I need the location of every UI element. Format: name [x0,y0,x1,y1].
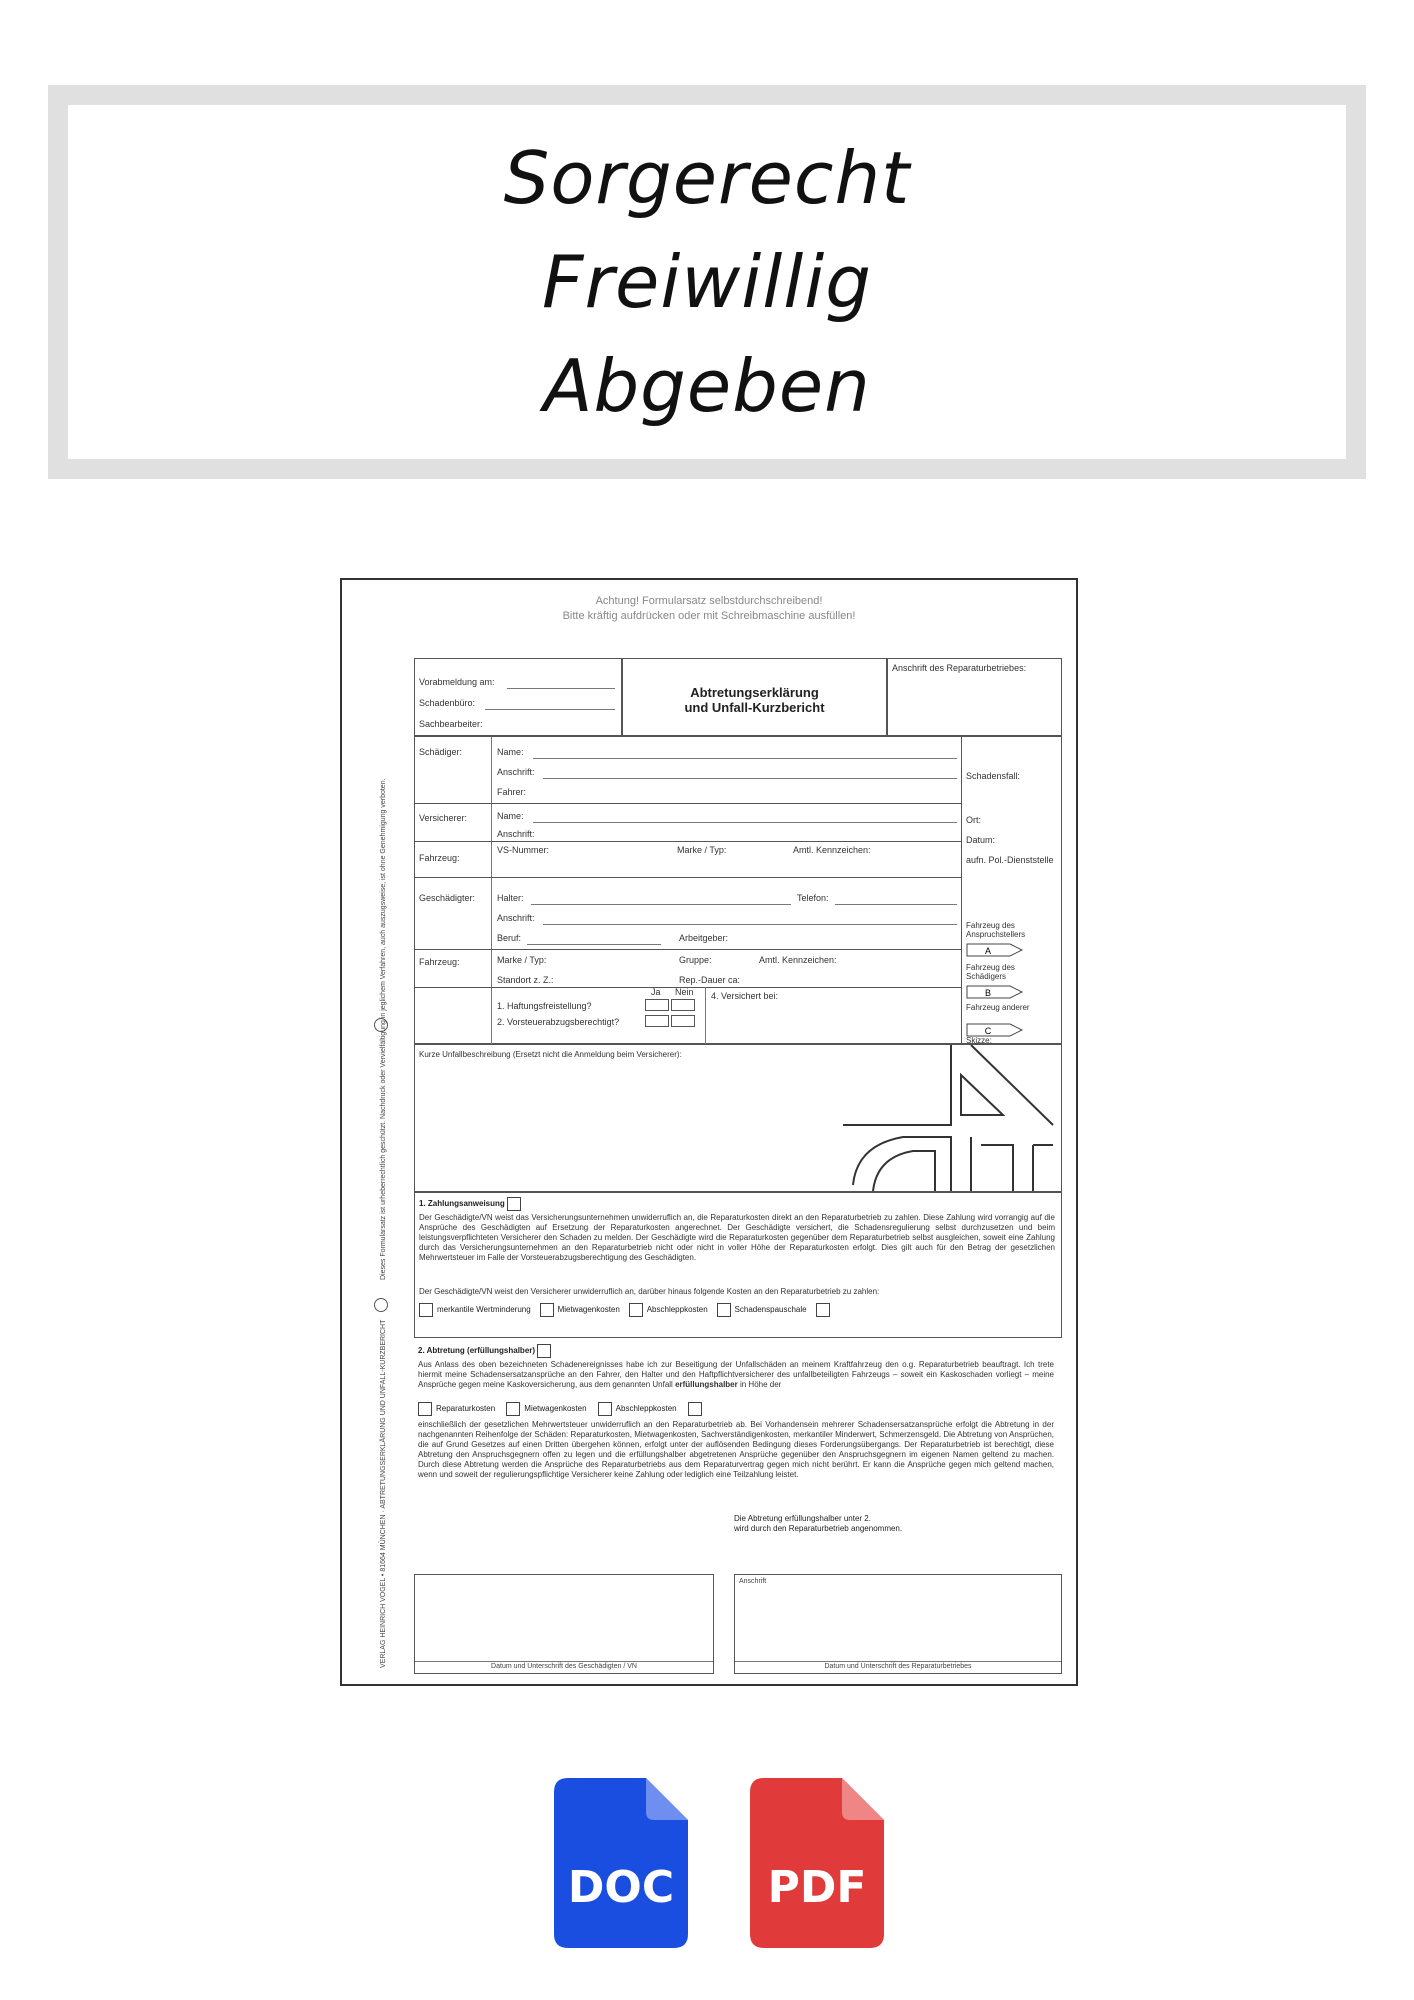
fahrzeug2-rep-dauer: Rep.-Dauer ca: [679,975,741,985]
check-mietwagen-2-label: Mietwagenkosten [524,1404,587,1414]
field-schadenbuero: Schadenbüro: [419,698,476,708]
section-1-title [419,1197,525,1211]
schaediger-fahrer: Fahrer: [497,787,527,797]
punch-hole-bottom [374,1298,388,1312]
title-line-1: Sorgerecht [503,136,911,220]
fahrzeug2-kennzeichen: Amtl. Kennzeichen: [759,955,837,965]
section-2-bold: erfüllungshalber [675,1380,738,1389]
check-mietwagen-label: Mietwagenkosten [557,1305,620,1315]
geschaedigter-label: Geschädigter: [419,893,476,903]
vehicle-c-label: Fahrzeug anderer [966,1003,1030,1012]
field-sachbearbeiter: Sachbearbeiter: [419,719,483,729]
versichert-label: 4. Versichert bei: [711,991,779,1001]
vehicle-a-label: Fahrzeug des Anspruchstellers [966,921,1026,939]
versicherer-label: Versicherer: [419,813,468,823]
title-line-3: Abgeben [543,344,871,428]
section-2-checkbox[interactable] [537,1344,551,1358]
check-abschlepp[interactable] [629,1303,643,1317]
check-other[interactable] [816,1303,830,1317]
fahrzeug2-label: Fahrzeug: [419,957,460,967]
section-2-checks [418,1402,706,1416]
check-mietwagen-2[interactable] [506,1402,520,1416]
check-abschlepp-2-label: Abschleppkosten [615,1404,677,1414]
section-1-box [414,1192,1062,1338]
geschaedigter-beruf: Beruf: [497,933,522,943]
section-1-checkbox[interactable] [507,1197,521,1211]
geschaedigter-halter: Halter: [497,893,524,903]
check-pauschale-label: Schadenspauschale [734,1305,807,1315]
line [507,688,615,689]
section-2-bold-after: in Höhe der [739,1380,782,1389]
section-2 [414,1338,1062,1552]
section-1-checks [419,1303,834,1317]
ja-label: Ja [651,987,661,997]
schaediger-label: Schädiger: [419,747,463,757]
side-publisher: VERLAG HEINRICH VOGEL • 81664 MÜNCHEN · ABTRETUNGSERKLÄRUNG UND UNFALL-KURZBERICHT [380,1319,387,1668]
geschaedigter-anschrift: Anschrift: [497,913,535,923]
polizei-label: aufn. Pol.-Dienststelle [966,855,1054,865]
acceptance-text [734,1514,902,1534]
versicherer-anschrift: Anschrift: [497,829,535,839]
nein-label: Nein [675,987,694,997]
title-line-2: Freiwillig [542,240,872,324]
section-2-text-2: einschließlich der gesetzlichen Mehrwertsteuer unwiderruflich an den Reparaturbetrieb ab. Bei Vorhandensein mehrerer Schadensersatzansprüche erfolgt die Abtretung in der nachgenannten Reihenfolge der Schäden: Reparaturkosten, Mietwagenkosten, Sachverständigenkosten, merkantiler Minderwert, Schmerzensgeld. Die Abtretung von Ansprüchen, die auf Grund Gesetzes auf einen Dritten übergehen können, erfolgt unter der auflösenden Bedingung dieses Forderungsübergangs. Der Reparaturbetrieb ist berechtigt, diese Abtretung den Anspruchsgegnern offen zu legen und die erfüllungshalber abgetretenen Ansprüche gegenüber den Anspruchsgegnern im eigenen Namen geltend zu machen. Durch diese Abtretung werden die Ansprüche des Reparaturbetriebs aus dem Reparaturvertrag gegen mich nicht berührt. Er kann die Ansprüche gegen mich geltend machen, wenn und soweit der regulierungspflichtige Versicherer keine Zahlung oder lediglich eine Teilzahlung leistet. [418,1420,1054,1479]
title-box [48,85,1366,479]
vehicle-a-marker [966,943,1026,962]
vehicle-b-marker [966,985,1026,1004]
fahrzeug2-standort: Standort z. Z.: [497,975,554,985]
check-other-2[interactable] [688,1402,702,1416]
fahrzeug1-marke: Marke / Typ: [677,845,727,855]
signature-left-label: Datum und Unterschrift des Geschädigten / VN [491,1663,637,1670]
schaediger-name: Name: [497,747,524,757]
section-2-title [418,1344,555,1358]
fahrzeug2-marke: Marke / Typ: [497,955,547,965]
acceptance-line-1: Die Abtretung erfüllungshalber unter 2. [734,1514,871,1523]
pdf-label: PDF [767,1862,867,1913]
repair-address-box [887,658,1062,736]
question-1: 1. Haftungsfreistellung? [497,1001,592,1011]
anschrift-label: Anschrift [739,1578,767,1585]
vehicle-a-letter: A [984,946,992,956]
form-notice [342,594,1076,624]
check-pauschale[interactable] [717,1303,731,1317]
field-vorabmeldung: Vorabmeldung am: [419,677,495,687]
fahrzeug1-label: Fahrzeug: [419,853,460,863]
check-reparatur-label: Reparaturkosten [436,1404,496,1414]
check-reparatur[interactable] [418,1402,432,1416]
form-preview-image [340,578,1078,1686]
signature-right-label: Datum und Unterschrift des Reparaturbetriebes [824,1663,972,1670]
geschaedigter-arbeitgeber: Arbeitgeber: [679,933,729,943]
versicherer-name: Name: [497,811,524,821]
signature-box-left[interactable] [414,1574,714,1674]
repair-address-label: Anschrift des Reparaturbetriebes: [892,663,1027,673]
check-wertminderung-label: merkantile Wertminderung [437,1305,531,1315]
fahrzeug2-gruppe: Gruppe: [679,955,712,965]
pdf-download-icon[interactable] [750,1778,884,1948]
signature-box-right[interactable] [734,1574,1062,1674]
vehicle-b-label: Fahrzeug des Schädigers [966,963,1015,981]
section-2-title-text: 2. Abtretung (erfüllungshalber) [418,1346,536,1356]
right-column-box [962,736,1062,1044]
vehicle-c-letter: C [984,1026,992,1036]
schaediger-anschrift: Anschrift: [497,767,535,777]
question-2: 2. Vorsteuerabzugsberechtigt? [497,1017,620,1027]
section-1-text: Der Geschädigte/VN weist das Versicherungsunternehmen unwiderruflich an, die Reparaturkosten direkt an den Reparaturbetrieb zu zahlen. Diese Zahlung wird vorrangig auf die Ansprüche des Geschädigten auf Ersetzung der Reparaturkosten angerechnet. Der Geschädigte versichert, die Schadensregulierung selbst durchzusetzen und beim leistungsverpflichteten Versicherer den Schaden zu melden. Der Geschädigte wird die Reparaturkosten gegenüber dem Reparaturbetrieb selbst ausgleichen, soweit eine Zahlung durch das Versicherungsunternehmen an den Reparaturbetrieb nicht oder nicht in voller Höhe der Reparaturkosten erfolgt. Dies gilt auch für den Betrag der gesetzlichen Mehrwertsteuer im Falle der Vorsteuerabzugsberechtigung des Geschädigten. [419,1213,1055,1262]
section-1-title-text: 1. Zahlungsanweisung [419,1199,505,1209]
fahrzeug1-vs-nummer: VS-Nummer: [497,845,550,855]
datum-label: Datum: [966,835,996,845]
schadensfall-label: Schadensfall: [966,771,1021,781]
section-1-more: Der Geschädigte/VN weist den Versicherer unwiderruflich an, darüber hinaus folgende Kosten an den Reparaturbetrieb zu zahlen: [419,1287,880,1296]
check-abschlepp-2[interactable] [598,1402,612,1416]
doc-label: DOC [567,1862,675,1913]
doc-download-icon[interactable] [554,1778,688,1948]
section-2-text: Aus Anlass des oben bezeichneten Schadenereignisses habe ich zur Beseitigung der Unfallschäden an meinem Kraftfahrzeug den o.g. Reparaturbetrieb beauftragt. Ich trete hiermit meine Schadensersatzansprüche an den Fahrer, den Halter und den Haftpflichtversicherer des unfallbeteiligten Fahrzeugs – soweit ein Kaskoschaden vorliegt – meine Ansprüche gegen meine Kaskoversicherung, aus dem genannten Unfall [418,1360,1054,1389]
acceptance-line-2: wird durch den Reparaturbetrieb angenommen. [734,1524,903,1533]
form-heading-line-1: Abtretungserklärung [690,685,819,700]
section-2-text-block [418,1360,1054,1390]
skizze-label: Skizze: [966,1036,992,1045]
notice-line-1: Achtung! Formularsatz selbstdurchschreibend! [595,595,823,607]
fahrzeug1-kennzeichen: Amtl. Kennzeichen: [793,845,871,855]
ort-label: Ort: [966,815,981,825]
kurz-label: Kurze Unfallbeschreibung (Ersetzt nicht die Anmeldung beim Versicherer): [419,1050,682,1059]
form-heading-box [622,658,887,736]
form-heading-line-2: und Unfall-Kurzbericht [684,700,825,715]
vehicle-b-letter: B [984,988,992,998]
parties-box [414,736,962,1044]
check-mietwagen[interactable] [540,1303,554,1317]
side-copyright: Dieses Formularsatz ist urheberrechtlich geschützt. Nachdruck oder Vervielfältigung in jeglichem Verfahren, auch auszugsweise, ist ohne Genehmigung verboten. [380,778,387,1280]
header-fields-box [414,658,622,736]
description-box [414,1044,1062,1192]
check-abschlepp-label: Abschleppkosten [646,1305,708,1315]
notice-line-2: Bitte kräftig aufdrücken oder mit Schreibmaschine ausfüllen! [562,610,856,622]
check-wertminderung[interactable] [419,1303,433,1317]
line [485,709,615,710]
road-sketch [843,1045,1061,1191]
geschaedigter-telefon: Telefon: [797,893,829,903]
